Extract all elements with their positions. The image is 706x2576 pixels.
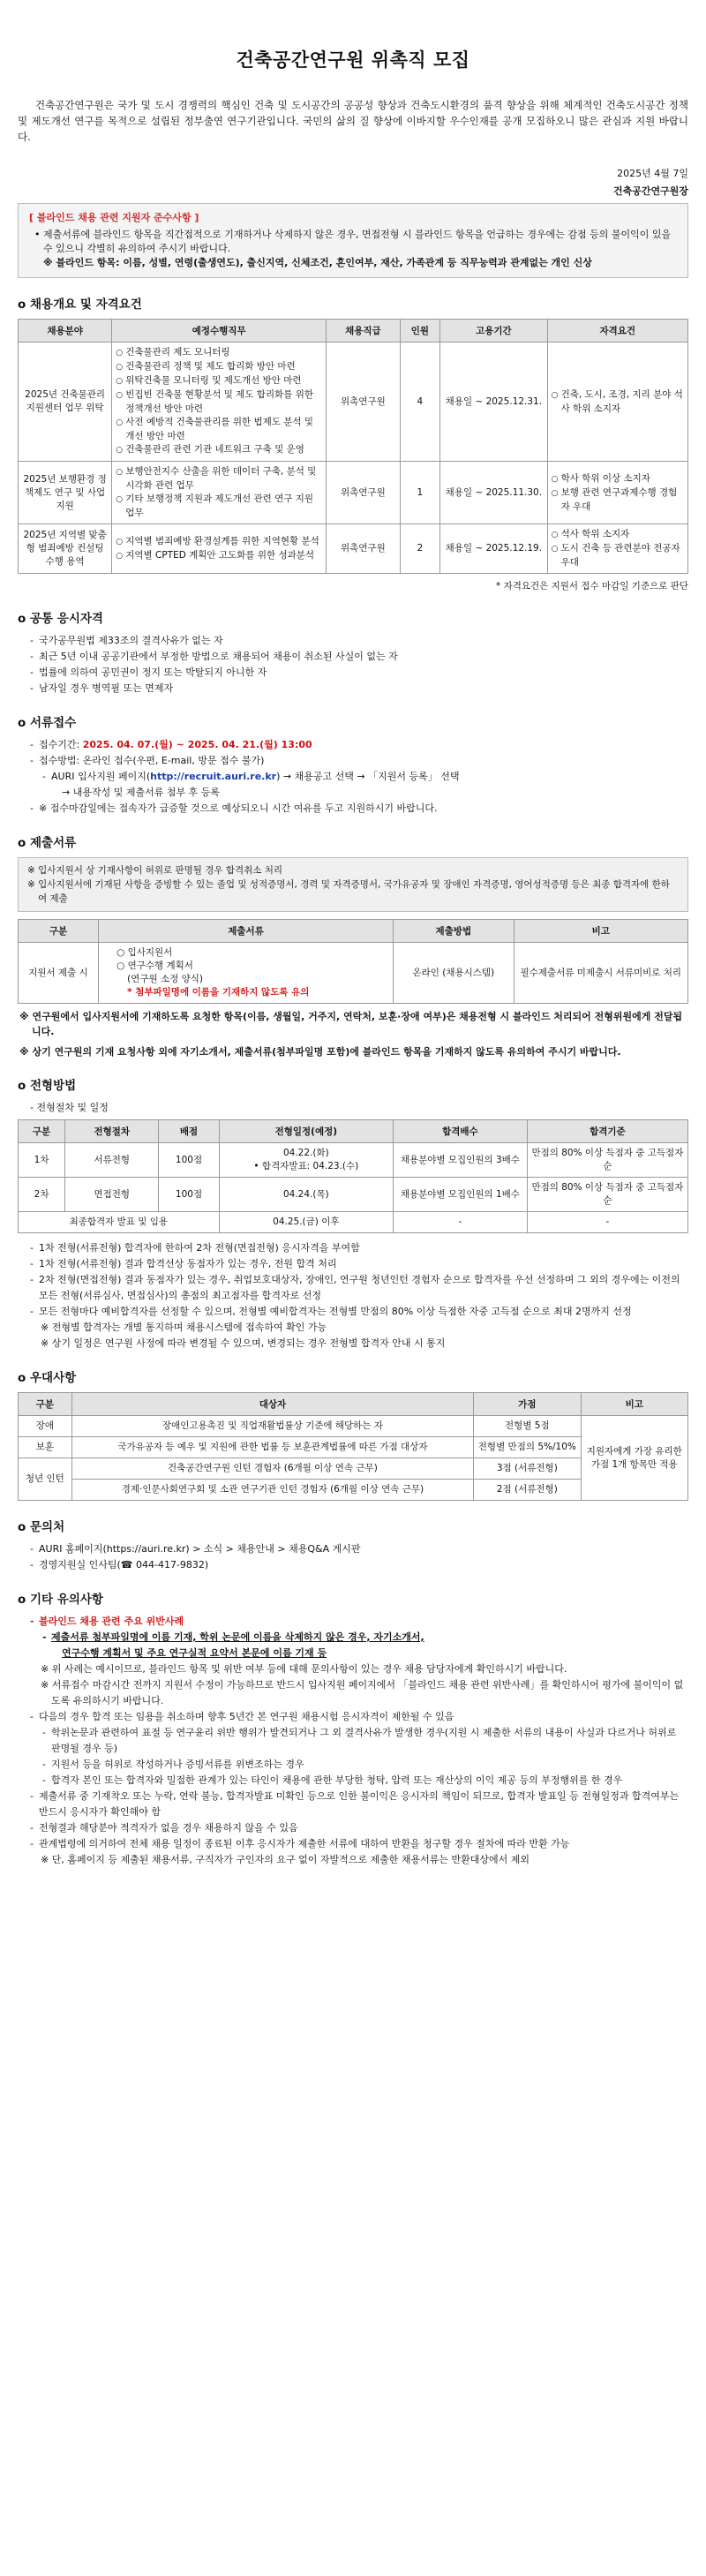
th-type: 구분 — [19, 920, 99, 943]
etc-bold-line: - 제출서류 첨부파일명에 이름 기재, 학위 논문에 이름을 삭제하지 않은 경우, 자기소개서, — [30, 1630, 688, 1646]
list-item: - 남자일 경우 병역필 또는 면제자 — [30, 681, 688, 697]
process-mult: 채용분야별 모집인원의 1배수 — [394, 1178, 528, 1212]
th-date: 전형일정(예정) — [219, 1120, 393, 1143]
process-name: 서류전형 — [65, 1143, 159, 1178]
list-item: - 모든 전형마다 예비합격자를 선정할 수 있으며, 전형별 예비합격자는 전형별 만점의 80% 이상 득점한 자중 고득점 순으로 최대 2명까지 선정 — [30, 1304, 688, 1320]
process-table — [18, 1119, 688, 1233]
row-grade: 위촉연구원 — [327, 343, 400, 462]
pref-target: 국가유공자 등 예우 및 지원에 관한 법률 등 보훈관계법률에 따른 가점 대상자 — [71, 1437, 473, 1458]
list-item: ○ 보행 관련 연구과제수행 경험자 우대 — [552, 486, 684, 514]
row-period: 채용일 ~ 2025.12.31. — [440, 343, 547, 462]
list-item: - 국가공무원법 제33조의 결격사유가 없는 자 — [30, 633, 688, 649]
section-bullet-icon: o — [18, 1371, 26, 1385]
section-recruit: o 채용개요 및 자격요건 — [18, 298, 142, 312]
pref-table — [18, 1392, 688, 1501]
th-field: 채용분야 — [19, 320, 112, 343]
list-item: - 합격자 본인 또는 합격자와 밀접한 관계가 있는 타인이 채용에 관한 부당한 청탁, 압력 또는 재산상의 이익 제공 등의 부정행위를 한 경우 — [30, 1773, 688, 1789]
list-item: - 1차 전형(서류전형) 결과 합격선상 동점자가 있는 경우, 전원 합격 처리 — [30, 1256, 688, 1272]
th-score: 배점 — [159, 1120, 219, 1143]
row-period: 채용일 ~ 2025.11.30. — [440, 462, 547, 524]
process-final-label: 최종합격자 발표 및 임용 — [19, 1212, 220, 1233]
row-field: 2025년 보행환경 정책제도 연구 및 사업지원 — [19, 462, 112, 524]
pref-points: 3점 (서류전형) — [474, 1458, 581, 1480]
row-grade: 위촉연구원 — [327, 462, 400, 524]
process-final-date: 04.25.(금) 이후 — [219, 1212, 393, 1233]
docs-item: ○ 입사지원서 — [116, 947, 173, 958]
th-step: 구분 — [19, 1120, 65, 1143]
process-score: 100점 — [159, 1178, 219, 1212]
th-type: 구분 — [19, 1393, 72, 1416]
process-final-mult: - — [394, 1212, 528, 1233]
row-field: 2025년 지역별 맞춤형 범죄예방 컨설팅 수행 용역 — [19, 524, 112, 574]
section-etc: o 기타 유의사항 — [18, 1593, 103, 1607]
list-item: - 학위논문과 관련하여 표절 등 연구윤리 위반 행위가 발견되거나 그 외 결격사유가 발생한 경우(지원 시 제출한 서류의 내용이 사실과 다르거나 허위로 판명될 경우 등) — [30, 1725, 688, 1757]
list-item: ○ 사전 예방적 건축물관리를 위한 법제도 분석 및 개선 방안 마련 — [116, 416, 322, 443]
list-item: ○ 지역별 범죄예방 환경설계를 위한 지역현황 분석 — [116, 535, 322, 549]
intro-paragraph: 건축공간연구원은 국가 및 도시 경쟁력의 핵심인 건축 및 도시공간의 공공성 향상과 건축도시환경의 품격 향상을 위해 체계적인 건축도시공간 정책 및 제도개선 연구를 목적으로 설립된 정부출연 연구기관입니다. 국민의 삶의 질 향상에 이바지할 우수인재를 공개 모집하오니 많은 관심과 지원 바랍니다. — [18, 99, 688, 143]
table-row — [19, 943, 688, 1004]
section-bullet-icon: o — [18, 298, 26, 312]
section-bullet-icon: o — [18, 836, 26, 850]
list-item: ※ 단, 홈페이지 등 제출된 채용서류, 구직자가 구인자의 요구 없이 자발적으로 제출한 채용서류는 반환대상에서 제외 — [41, 1854, 530, 1865]
process-step: 2차 — [19, 1178, 65, 1212]
notice-org: 건축공간연구원장 — [612, 185, 688, 197]
table-row — [19, 524, 688, 574]
pref-points: 전형별 5점 — [474, 1416, 581, 1437]
row-count: 4 — [400, 343, 440, 462]
pref-points: 2점 (서류전형) — [474, 1480, 581, 1501]
section-contact: o 문의처 — [18, 1520, 65, 1534]
section-apply: o 서류접수 — [18, 716, 77, 730]
th-tasks: 예정수행직무 — [112, 320, 327, 343]
table-row — [19, 1212, 688, 1233]
th-remark: 비고 — [581, 1393, 687, 1416]
list-item: ○ 학사 학위 이상 소지자 — [552, 472, 684, 486]
list-item: - 1차 전형(서류전형) 합격자에 한하여 2차 전형(면접전형) 응시자격을 부여함 — [30, 1240, 688, 1256]
list-item: ○ 지역별 CPTED 계획안 고도화를 위한 성과분석 — [116, 549, 322, 563]
th-name: 전형절차 — [65, 1120, 159, 1143]
th-method: 제출방법 — [394, 920, 514, 943]
docs-item: (연구원 소정 양식) — [127, 974, 203, 984]
apply-method: - 접수방법: 온라인 접수(우편, E-mail, 방문 접수 불가) — [30, 753, 688, 769]
list-item: - 다음의 경우 합격 또는 임용을 취소하며 향후 5년간 본 연구원 채용시험 응시자격이 제한될 수 있음 — [30, 1709, 688, 1725]
blind-notice-items: ※ 블라인드 항목: 이름, 성별, 연령(출생연도), 출신지역, 신체조건, 혼인여부, 재산, 가족관계 등 직무능력과 관계없는 개인 신상 — [43, 257, 592, 268]
list-item: - 지원서 등을 허위로 작성하거나 증빙서류를 위변조하는 경우 — [30, 1757, 688, 1773]
th-count: 인원 — [400, 320, 440, 343]
recruit-footnote: * 자격요건은 지원서 접수 마감일 기준으로 판단 — [496, 581, 688, 591]
process-name: 면접전형 — [65, 1178, 159, 1212]
docs-bold-note: ※ 연구원에서 입사지원서에 기재하도록 요청한 항목(이름, 생월일, 거주지, 연락처, 보훈·장애 여부)은 채용전형 시 블라인드 처리되어 전형위원에게 전달됩니다. — [19, 1011, 683, 1037]
contact-phone: - 경영지원실 인사팀(☎ 044-417-9832) — [30, 1557, 688, 1573]
process-date-announce: • 합격자발표: 04.23.(수) — [253, 1161, 359, 1171]
list-item: ○ 빈집빈 건축물 현황분석 및 제도 합리화를 위한 정책개선 방안 마련 — [116, 388, 322, 416]
blind-notice-box — [18, 203, 688, 278]
list-item: ※ 위 사례는 예시이므로, 블라인드 항목 및 위반 여부 등에 대해 문의사항이 있는 경우 채용 담당자에게 확인하시기 바랍니다. — [41, 1663, 567, 1675]
pref-target: 건축공간연구원 인턴 경험자 (6개월 이상 연속 근무) — [71, 1458, 473, 1480]
section-bullet-icon: o — [18, 716, 26, 730]
row-count: 1 — [400, 462, 440, 524]
docs-item: ○ 연구수행 계획서 — [116, 960, 193, 971]
th-target: 대상자 — [71, 1393, 473, 1416]
row-field: 2025년 건축물관리지원센터 업무 위탁 — [19, 343, 112, 462]
docs-note: 필수제출서류 미제출시 서류미비로 처리 — [514, 943, 687, 1004]
apply-step-2: → 내용작성 및 제출서류 첨부 후 등록 — [62, 787, 220, 798]
etc-list — [18, 1614, 688, 1868]
list-item: ○ 위탁건축물 모니터링 및 제도개선 방안 마련 — [116, 374, 322, 388]
contact-list — [18, 1541, 688, 1573]
process-final-criteria: - — [527, 1212, 687, 1233]
list-item: - 관계법령에 의거하여 전체 채용 일정이 종료된 이후 응시자가 제출한 서류에 대하여 반환을 청구할 경우 절차에 따라 반환 가능 — [30, 1836, 688, 1852]
section-process: o 전형방법 — [18, 1079, 77, 1093]
list-item: ○ 도시 건축 등 관련분야 전공자 우대 — [552, 542, 684, 569]
pref-target: 경제·인문사회연구회 및 소관 연구기관 인턴 경험자 (6개월 이상 연속 근무) — [71, 1480, 473, 1501]
section-docs: o 제출서류 — [18, 836, 77, 850]
process-notes — [18, 1240, 688, 1352]
docs-table — [18, 919, 688, 1004]
table-row — [19, 343, 688, 462]
docs-warn: * 첨부파일명에 이름을 기재하지 않도록 유의 — [127, 987, 310, 998]
th-period: 고용기간 — [440, 320, 547, 343]
row-period: 채용일 ~ 2025.12.19. — [440, 524, 547, 574]
docs-type: 지원서 제출 시 — [19, 943, 99, 1004]
apply-list — [18, 737, 688, 817]
th-grade: 채용직급 — [327, 320, 400, 343]
th-points: 가점 — [474, 1393, 581, 1416]
docs-notice-item: ※ 입사지원서에 기재된 사항을 증빙할 수 있는 졸업 및 성적증명서, 경력 및 자격증명서, 국가유공자 및 장애인 자격증명, 영어성적증명 등은 최종 합격자에 한하여 제출 — [27, 879, 670, 904]
apply-step: - AURI 입사지원 페이지(http://recruit.auri.re.kr) → 채용공고 선택 → 「지원서 등록」 선택 — [30, 769, 688, 785]
process-step: 1차 — [19, 1143, 65, 1178]
section-common: o 공통 응시자격 — [18, 612, 103, 626]
pref-type: 보훈 — [19, 1437, 72, 1458]
table-row — [19, 1416, 688, 1437]
list-item: ※ 전형별 합격자는 개별 통지하며 채용시스템에 접속하여 확인 가능 — [41, 1322, 327, 1333]
table-row — [19, 1143, 688, 1178]
list-item: - 전형결과 해당분야 적격자가 없을 경우 채용하지 않을 수 있음 — [30, 1820, 688, 1836]
list-item: ○ 석사 학위 소지자 — [552, 528, 684, 542]
list-item: ○ 건축물관리 제도 모니터링 — [116, 346, 322, 360]
recruit-table — [18, 319, 688, 574]
docs-notice-box — [18, 857, 688, 912]
section-pref: o 우대사항 — [18, 1371, 77, 1385]
etc-bold-line-2: 연구수행 계획서 및 주요 연구실적 요약서 본문에 이름 기재 등 — [62, 1647, 327, 1659]
pref-remark: 지원자에게 가장 유리한 가점 1개 항목만 적용 — [581, 1416, 687, 1501]
list-item: ※ 상기 일정은 연구원 사정에 따라 변경될 수 있으며, 변경되는 경우 전형별 합격자 안내 시 통지 — [41, 1337, 446, 1349]
list-item: ○ 보행안전지수 산출을 위한 데이터 구축, 분석 및 시각화 관련 업무 — [116, 465, 322, 493]
process-criteria: 만점의 80% 이상 득점자 중 고득점자순 — [527, 1143, 687, 1178]
th-mult: 합격배수 — [394, 1120, 528, 1143]
process-criteria: 만점의 80% 이상 득점자 중 고득점자순 — [527, 1178, 687, 1212]
th-docs: 제출서류 — [99, 920, 394, 943]
process-mult: 채용분야별 모집인원의 3배수 — [394, 1143, 528, 1178]
th-note: 비고 — [514, 920, 687, 943]
list-item: - 최근 5년 이내 공공기관에서 부정한 방법으로 채용되어 채용이 취소된 사실이 없는 자 — [30, 649, 688, 665]
row-grade: 위촉연구원 — [327, 524, 400, 574]
table-row — [19, 1178, 688, 1212]
list-item: - 법률에 의하여 공민권이 정지 또는 박탈되지 아니한 자 — [30, 665, 688, 681]
process-score: 100점 — [159, 1143, 219, 1178]
section-bullet-icon: o — [18, 1593, 26, 1607]
section-bullet-icon: o — [18, 1079, 26, 1093]
process-date: 04.22.(화) — [282, 1148, 329, 1158]
list-item: ○ 기타 보행정책 지원과 제도개선 관련 연구 지원 업무 — [116, 493, 322, 520]
docs-notice-item: ※ 입사지원서 상 기재사항이 허위로 판명될 경우 합격취소 처리 — [27, 865, 283, 876]
section-bullet-icon: o — [18, 612, 26, 626]
notice-date: 2025년 4월 7일 — [617, 168, 688, 179]
row-count: 2 — [400, 524, 440, 574]
apply-period: - 접수기간: 2025. 04. 07.(월) ~ 2025. 04. 21.(월) 13:00 — [30, 737, 688, 753]
docs-method: 온라인 (채용시스템) — [394, 943, 514, 1004]
list-item: - 2차 전형(면접전형) 결과 동점자가 있는 경우, 취업보호대상자, 장애인, 연구원 청년인턴 경험자 순으로 합격자를 우선 선정하며 그 외의 경우에는 이전의 모든 전형(서류심사, 면접심사)의 총점의 최고점자를 합격자로 선정 — [30, 1272, 688, 1304]
recruit-site-link[interactable]: http://recruit.auri.re.kr — [150, 771, 277, 782]
list-item: ○ 건축, 도시, 조경, 지리 분야 석사 학위 소지자 — [552, 388, 684, 416]
common-list — [18, 633, 688, 697]
apply-period-value: 2025. 04. 07.(월) ~ 2025. 04. 21.(월) 13:00 — [82, 739, 312, 750]
blind-notice-title: [ 블라인드 채용 관련 지원자 준수사항 ] — [29, 212, 199, 223]
blind-notice-bullet: • 제출서류에 블라인드 항목을 직간접적으로 기재하거나 삭제하지 않은 경우, 면접전형 시 블라인드 항목을 언급하는 경우에는 감점 등의 불이익이 있을 수 있으니 각별히 유의하여 주시기 바랍니다. — [34, 229, 672, 254]
pref-type: 청년 인턴 — [19, 1458, 72, 1501]
docs-bold-note: ※ 상기 연구원의 기재 요청사항 외에 자기소개서, 제출서류(첨부파일명 포함)에 블라인드 항목을 기재하지 않도록 유의하여 주시기 바랍니다. — [19, 1046, 621, 1058]
etc-red-heading: - 블라인드 채용 관련 주요 위반사례 — [30, 1614, 688, 1630]
list-item: - 제출서류 중 기재착오 또는 누락, 연락 불능, 합격자발표 미확인 등으로 인한 불이익은 응시자의 책임이 되므로, 합격자 발표일 등 전형일정과 합격여부는 반드시 응시자가 확인해야 함 — [30, 1789, 688, 1820]
list-item: ○ 건축물관리 정책 및 제도 합리화 방안 마련 — [116, 360, 322, 374]
table-row — [19, 462, 688, 524]
apply-note: - ※ 접수마감일에는 접속자가 급증할 것으로 예상되오니 시간 여유를 두고 지원하시기 바랍니다. — [30, 801, 688, 817]
process-date: 04.24.(목) — [219, 1178, 393, 1212]
list-item: ※ 서류접수 마감시간 전까지 지원서 수정이 가능하므로 반드시 입사지원 페이지에서 「블라인드 채용 관련 위반사례」를 확인하시어 평가에 불이익이 없도록 유의하시기 바랍니다. — [41, 1679, 684, 1706]
list-item: ○ 건축물관리 관련 기관 네트워크 구축 및 운영 — [116, 443, 322, 457]
process-intro: - 전형절차 및 일정 — [18, 1100, 688, 1114]
recruitment-notice — [18, 0, 688, 1903]
pref-target: 장애인고용촉진 및 직업재활법률상 기준에 해당하는 자 — [71, 1416, 473, 1437]
th-criteria: 합격기준 — [527, 1120, 687, 1143]
pref-type: 장애 — [19, 1416, 72, 1437]
contact-homepage[interactable]: - AURI 홈페이지(https://auri.re.kr) > 소식 > 채용안내 > 채용Q&A 게시판 — [30, 1541, 688, 1557]
pref-points: 전형별 만점의 5%/10% — [474, 1437, 581, 1458]
th-qual: 자격요건 — [547, 320, 687, 343]
section-bullet-icon: o — [18, 1520, 26, 1534]
page-title: 건축공간연구원 위촉직 모집 — [236, 49, 470, 71]
